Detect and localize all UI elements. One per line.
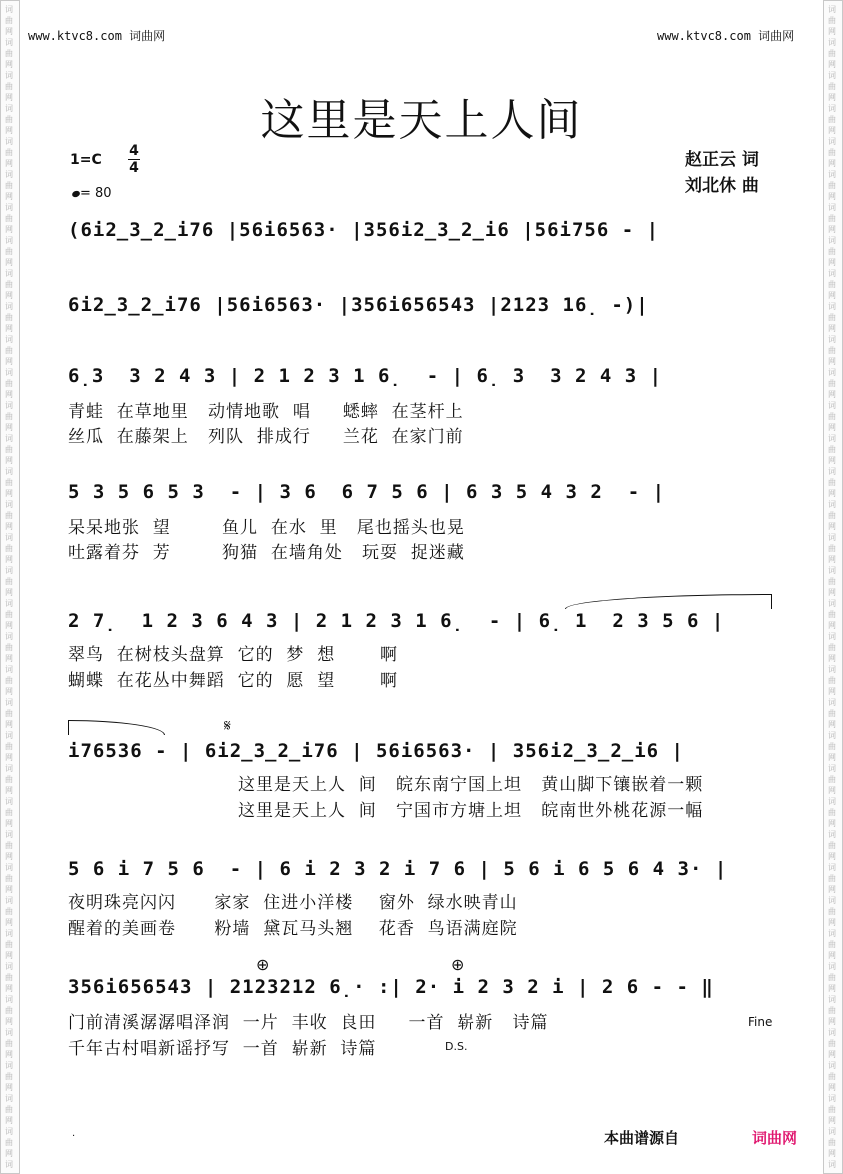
watermark-char: 词 bbox=[828, 995, 836, 1004]
watermark-char: 词 bbox=[5, 401, 13, 410]
composer-credit: 刘北休 曲 bbox=[685, 176, 759, 196]
watermark-char: 曲 bbox=[828, 808, 836, 817]
watermark-char: 网 bbox=[828, 522, 836, 531]
site-name: 词曲网 bbox=[129, 29, 166, 43]
footer-dot: . bbox=[72, 1128, 76, 1139]
lyrics-line-1-verse-1: 青蛙 在草地里 动情地歌 唱 蟋蟀 在茎杆上 bbox=[68, 402, 464, 422]
coda-icon: ⊕ bbox=[256, 955, 270, 974]
lyrics-line-4-verse-2: 这里是天上人 间 宁国市方塘上坦 皖南世外桃花源一幅 bbox=[238, 801, 704, 821]
watermark-char: 网 bbox=[5, 687, 13, 696]
ds-marking: D.S. bbox=[445, 1040, 468, 1053]
watermark-char: 词 bbox=[828, 434, 836, 443]
intro-line-2: 6i2̲3̲2̲i76 |56i6563· |356i656543 |2123 16̣ -)| bbox=[68, 294, 649, 316]
watermark-char: 词 bbox=[5, 1061, 13, 1070]
watermark-char: 网 bbox=[5, 588, 13, 597]
watermark-char: 曲 bbox=[5, 478, 13, 487]
watermark-char: 网 bbox=[828, 1050, 836, 1059]
watermark-char: 词 bbox=[5, 368, 13, 377]
watermark-char: 曲 bbox=[5, 907, 13, 916]
phrase-slur-continuation bbox=[68, 720, 165, 735]
watermark-char: 曲 bbox=[828, 610, 836, 619]
watermark-char: 曲 bbox=[5, 247, 13, 256]
fine-marking: Fine bbox=[748, 1015, 773, 1029]
watermark-char: 曲 bbox=[5, 577, 13, 586]
watermark-char: 曲 bbox=[5, 643, 13, 652]
watermark-char: 网 bbox=[828, 126, 836, 135]
watermark-char: 曲 bbox=[828, 412, 836, 421]
watermark-char: 曲 bbox=[5, 379, 13, 388]
watermark-char: 词 bbox=[828, 1094, 836, 1103]
watermark-char: 网 bbox=[5, 984, 13, 993]
url-text: www.ktvc8.com bbox=[657, 29, 751, 43]
watermark-char: 网 bbox=[828, 27, 836, 36]
watermark-char: 曲 bbox=[5, 511, 13, 520]
watermark-char: 曲 bbox=[828, 1105, 836, 1114]
watermark-char: 曲 bbox=[5, 1138, 13, 1147]
key-signature: 1=C bbox=[70, 152, 102, 168]
watermark-char: 网 bbox=[5, 390, 13, 399]
watermark-char: 曲 bbox=[828, 940, 836, 949]
watermark-char: 网 bbox=[828, 60, 836, 69]
watermark-char: 网 bbox=[828, 885, 836, 894]
watermark-char: 曲 bbox=[828, 709, 836, 718]
watermark-char: 曲 bbox=[828, 49, 836, 58]
watermark-char: 词 bbox=[5, 896, 13, 905]
watermark-char: 网 bbox=[5, 555, 13, 564]
watermark-char: 曲 bbox=[5, 313, 13, 322]
watermark-char: 曲 bbox=[828, 82, 836, 91]
watermark-char: 词 bbox=[828, 269, 836, 278]
lyricist-credit: 赵正云 词 bbox=[685, 150, 759, 170]
watermark-char: 词 bbox=[828, 830, 836, 839]
watermark-char: 词 bbox=[5, 830, 13, 839]
watermark-char: 词 bbox=[5, 467, 13, 476]
watermark-char: 曲 bbox=[5, 544, 13, 553]
watermark-char: 网 bbox=[828, 159, 836, 168]
watermark-char: 网 bbox=[5, 423, 13, 432]
watermark-char: 曲 bbox=[828, 907, 836, 916]
watermark-char: 词 bbox=[828, 533, 836, 542]
watermark-char: 曲 bbox=[5, 214, 13, 223]
watermark-char: 网 bbox=[5, 951, 13, 960]
watermark-char: 网 bbox=[828, 786, 836, 795]
lyrics-line-6-verse-1: 门前清溪潺潺唱泽润 一片 丰收 良田 一首 崭新 诗篇 bbox=[68, 1013, 549, 1033]
header-url-left[interactable] bbox=[28, 27, 165, 44]
watermark-char: 网 bbox=[5, 885, 13, 894]
watermark-char: 曲 bbox=[828, 346, 836, 355]
watermark-char: 曲 bbox=[5, 148, 13, 157]
watermark-char: 网 bbox=[828, 1017, 836, 1026]
lyrics-line-4-verse-1: 这里是天上人 间 皖东南宁国上坦 黄山脚下镶嵌着一颗 bbox=[238, 775, 704, 795]
phrase-slur bbox=[565, 594, 772, 609]
watermark-char: 词 bbox=[828, 665, 836, 674]
watermark-char: 词 bbox=[828, 71, 836, 80]
watermark-char: 词 bbox=[828, 797, 836, 806]
watermark-char: 网 bbox=[5, 93, 13, 102]
watermark-char: 网 bbox=[828, 654, 836, 663]
lyrics-line-1-verse-2: 丝瓜 在藤架上 列队 排成行 兰花 在家门前 bbox=[68, 427, 464, 447]
watermark-char: 网 bbox=[5, 819, 13, 828]
watermark-char: 词 bbox=[5, 764, 13, 773]
watermark-char: 网 bbox=[828, 753, 836, 762]
watermark-char: 网 bbox=[828, 357, 836, 366]
watermark-char: 词 bbox=[828, 5, 836, 14]
watermark-char: 曲 bbox=[5, 346, 13, 355]
watermark-char: 曲 bbox=[5, 940, 13, 949]
watermark-char: 曲 bbox=[5, 709, 13, 718]
watermark-char: 曲 bbox=[5, 445, 13, 454]
watermark-char: 词 bbox=[828, 632, 836, 641]
watermark-char: 词 bbox=[828, 137, 836, 146]
watermark-char: 曲 bbox=[828, 511, 836, 520]
watermark-char: 网 bbox=[5, 1149, 13, 1158]
watermark-char: 曲 bbox=[5, 775, 13, 784]
header-url-right[interactable] bbox=[657, 27, 794, 44]
watermark-char: 词 bbox=[5, 797, 13, 806]
watermark-char: 网 bbox=[5, 27, 13, 36]
watermark-char: 网 bbox=[5, 159, 13, 168]
left-watermark-strip bbox=[0, 0, 20, 1174]
tempo-value: = 80 bbox=[80, 186, 112, 201]
watermark-char: 词 bbox=[5, 632, 13, 641]
watermark-char: 词 bbox=[5, 302, 13, 311]
lyrics-line-3-verse-2: 蝴蝶 在花丛中舞蹈 它的 愿 望 啊 bbox=[68, 671, 399, 691]
watermark-char: 词 bbox=[828, 1160, 836, 1169]
watermark-char: 网 bbox=[828, 720, 836, 729]
watermark-char: 网 bbox=[5, 786, 13, 795]
watermark-char: 曲 bbox=[5, 49, 13, 58]
lyrics-line-5-verse-1: 夜明珠亮闪闪 家家 住进小洋楼 窗外 绿水映青山 bbox=[68, 893, 518, 913]
notes-line-1: 6̣3 3 2 4 3 | 2 1 2 3 1 6̣ - | 6̣ 3 3 2 4 3 | bbox=[68, 365, 663, 387]
watermark-char: 词 bbox=[5, 599, 13, 608]
watermark-char: 曲 bbox=[5, 874, 13, 883]
watermark-char: 曲 bbox=[5, 1006, 13, 1015]
watermark-char: 曲 bbox=[5, 115, 13, 124]
watermark-char: 曲 bbox=[5, 82, 13, 91]
watermark-char: 网 bbox=[5, 621, 13, 630]
watermark-char: 词 bbox=[828, 401, 836, 410]
coda-icon-2: ⊕ bbox=[451, 955, 465, 974]
time-top: 4 bbox=[129, 143, 139, 159]
watermark-char: 曲 bbox=[828, 148, 836, 157]
watermark-char: 曲 bbox=[828, 379, 836, 388]
watermark-char: 网 bbox=[828, 93, 836, 102]
watermark-char: 网 bbox=[828, 555, 836, 564]
watermark-char: 曲 bbox=[828, 973, 836, 982]
watermark-char: 网 bbox=[828, 951, 836, 960]
watermark-char: 词 bbox=[5, 203, 13, 212]
watermark-char: 曲 bbox=[5, 181, 13, 190]
watermark-char: 网 bbox=[828, 489, 836, 498]
watermark-char: 词 bbox=[5, 1127, 13, 1136]
url-text: www.ktvc8.com bbox=[28, 29, 122, 43]
watermark-char: 网 bbox=[828, 225, 836, 234]
watermark-char: 词 bbox=[828, 467, 836, 476]
watermark-char: 词 bbox=[828, 929, 836, 938]
time-signature bbox=[128, 143, 140, 176]
watermark-char: 网 bbox=[828, 984, 836, 993]
watermark-char: 网 bbox=[828, 819, 836, 828]
watermark-char: 词 bbox=[828, 170, 836, 179]
watermark-char: 词 bbox=[828, 764, 836, 773]
watermark-char: 网 bbox=[5, 1050, 13, 1059]
watermark-char: 网 bbox=[828, 852, 836, 861]
watermark-char: 词 bbox=[5, 863, 13, 872]
watermark-char: 词 bbox=[828, 1028, 836, 1037]
watermark-char: 词 bbox=[828, 1061, 836, 1070]
watermark-char: 曲 bbox=[828, 181, 836, 190]
watermark-char: 网 bbox=[5, 654, 13, 663]
watermark-char: 词 bbox=[5, 38, 13, 47]
notes-line-5: 5 6 i 7 5 6 - | 6 i 2 3 2 i 7 6 | 5 6 i 6 5 6 4 3· | bbox=[68, 858, 728, 880]
watermark-char: 词 bbox=[828, 104, 836, 113]
watermark-char: 曲 bbox=[5, 1105, 13, 1114]
watermark-char: 曲 bbox=[5, 412, 13, 421]
watermark-char: 网 bbox=[5, 1083, 13, 1092]
watermark-char: 曲 bbox=[828, 874, 836, 883]
watermark-char: 网 bbox=[5, 324, 13, 333]
watermark-char: 网 bbox=[5, 357, 13, 366]
watermark-char: 网 bbox=[5, 522, 13, 531]
right-watermark-strip bbox=[823, 0, 843, 1174]
watermark-char: 曲 bbox=[828, 478, 836, 487]
watermark-char: 词 bbox=[5, 137, 13, 146]
watermark-char: 曲 bbox=[5, 1072, 13, 1081]
watermark-char: 词 bbox=[828, 863, 836, 872]
watermark-char: 曲 bbox=[5, 808, 13, 817]
notes-line-4: i76536 - | 6i2̲3̲2̲i76 | 56i6563· | 356i2̲3̲2̲i6 | bbox=[68, 740, 684, 762]
watermark-char: 词 bbox=[828, 698, 836, 707]
song-title: 这里是天上人间 bbox=[260, 95, 583, 146]
watermark-char: 曲 bbox=[5, 16, 13, 25]
watermark-char: 网 bbox=[828, 324, 836, 333]
watermark-char: 曲 bbox=[828, 775, 836, 784]
watermark-char: 曲 bbox=[828, 445, 836, 454]
watermark-char: 网 bbox=[828, 1149, 836, 1158]
watermark-char: 词 bbox=[5, 500, 13, 509]
notes-line-6: 356i656543 | 2123212 6̣· :| 2· i 2 3 2 i | 2 6 - - ‖ bbox=[68, 976, 714, 998]
watermark-char: 词 bbox=[5, 929, 13, 938]
lyrics-line-6-verse-2: 千年古村唱新谣抒写 一首 崭新 诗篇 bbox=[68, 1039, 377, 1059]
watermark-char: 词 bbox=[828, 731, 836, 740]
watermark-char: 网 bbox=[828, 390, 836, 399]
watermark-char: 网 bbox=[5, 489, 13, 498]
segno-icon: 𝄋 bbox=[224, 716, 231, 735]
watermark-char: 网 bbox=[5, 1017, 13, 1026]
watermark-char: 曲 bbox=[5, 610, 13, 619]
lyrics-line-2-verse-2: 吐露着芬 芳 狗猫 在墙角处 玩耍 捉迷藏 bbox=[68, 543, 465, 563]
watermark-char: 词 bbox=[828, 368, 836, 377]
watermark-char: 曲 bbox=[828, 1072, 836, 1081]
watermark-char: 曲 bbox=[828, 115, 836, 124]
watermark-char: 网 bbox=[828, 192, 836, 201]
watermark-char: 词 bbox=[5, 1160, 13, 1169]
watermark-char: 词 bbox=[5, 962, 13, 971]
watermark-char: 曲 bbox=[828, 841, 836, 850]
watermark-char: 曲 bbox=[828, 214, 836, 223]
watermark-char: 词 bbox=[828, 566, 836, 575]
watermark-char: 网 bbox=[5, 291, 13, 300]
time-bottom: 4 bbox=[129, 160, 139, 176]
watermark-char: 网 bbox=[828, 1083, 836, 1092]
watermark-char: 网 bbox=[5, 720, 13, 729]
watermark-char: 词 bbox=[828, 302, 836, 311]
watermark-char: 词 bbox=[828, 962, 836, 971]
watermark-char: 曲 bbox=[5, 1039, 13, 1048]
watermark-char: 网 bbox=[828, 687, 836, 696]
watermark-char: 曲 bbox=[828, 676, 836, 685]
watermark-char: 词 bbox=[5, 533, 13, 542]
watermark-char: 网 bbox=[5, 192, 13, 201]
watermark-char: 网 bbox=[828, 258, 836, 267]
watermark-char: 曲 bbox=[828, 577, 836, 586]
watermark-char: 曲 bbox=[5, 973, 13, 982]
watermark-char: 网 bbox=[5, 456, 13, 465]
watermark-char: 网 bbox=[5, 126, 13, 135]
lyrics-line-2-verse-1: 呆呆地张 望 鱼儿 在水 里 尾也摇头也晃 bbox=[68, 518, 465, 538]
source-brand-link[interactable]: 词曲网 bbox=[752, 1129, 798, 1147]
watermark-char: 词 bbox=[5, 269, 13, 278]
watermark-char: 曲 bbox=[828, 247, 836, 256]
lyrics-line-5-verse-2: 醒着的美画卷 粉墙 黛瓦马头翘 花香 鸟语满庭院 bbox=[68, 919, 518, 939]
intro-line-1: (6i2̲3̲2̲i76 |56i6563· |356i2̲3̲2̲i6 |56i756 - | bbox=[68, 219, 660, 241]
watermark-char: 词 bbox=[828, 896, 836, 905]
lyrics-line-3-verse-1: 翠鸟 在树枝头盘算 它的 梦 想 啊 bbox=[68, 645, 399, 665]
watermark-char: 曲 bbox=[828, 313, 836, 322]
watermark-char: 词 bbox=[5, 5, 13, 14]
watermark-char: 网 bbox=[828, 1116, 836, 1125]
watermark-char: 曲 bbox=[5, 841, 13, 850]
watermark-char: 词 bbox=[5, 434, 13, 443]
watermark-char: 词 bbox=[5, 1094, 13, 1103]
watermark-char: 曲 bbox=[828, 280, 836, 289]
watermark-char: 词 bbox=[828, 599, 836, 608]
watermark-char: 词 bbox=[828, 38, 836, 47]
watermark-char: 网 bbox=[828, 291, 836, 300]
watermark-char: 曲 bbox=[828, 742, 836, 751]
watermark-char: 词 bbox=[5, 698, 13, 707]
watermark-char: 网 bbox=[5, 258, 13, 267]
watermark-char: 词 bbox=[5, 731, 13, 740]
watermark-char: 网 bbox=[5, 918, 13, 927]
watermark-char: 网 bbox=[828, 456, 836, 465]
watermark-char: 网 bbox=[828, 621, 836, 630]
watermark-char: 曲 bbox=[828, 1039, 836, 1048]
watermark-char: 词 bbox=[5, 995, 13, 1004]
watermark-char: 曲 bbox=[5, 676, 13, 685]
watermark-char: 网 bbox=[828, 918, 836, 927]
watermark-char: 网 bbox=[828, 423, 836, 432]
watermark-char: 词 bbox=[5, 566, 13, 575]
watermark-char: 曲 bbox=[828, 16, 836, 25]
watermark-char: 词 bbox=[5, 335, 13, 344]
watermark-char: 曲 bbox=[5, 280, 13, 289]
watermark-char: 词 bbox=[828, 236, 836, 245]
watermark-char: 曲 bbox=[828, 643, 836, 652]
watermark-char: 词 bbox=[5, 170, 13, 179]
watermark-char: 词 bbox=[5, 665, 13, 674]
watermark-char: 网 bbox=[828, 588, 836, 597]
watermark-char: 词 bbox=[828, 500, 836, 509]
watermark-char: 词 bbox=[828, 1127, 836, 1136]
notes-line-2: 5 3 5 6 5 3 - | 3 6 6 7 5 6 | 6 3 5 4 3 2 - | bbox=[68, 481, 666, 503]
watermark-char: 网 bbox=[5, 852, 13, 861]
source-label: 本曲谱源自 bbox=[604, 1129, 680, 1147]
notes-line-3: 2 7̣ 1 2 3 6 4 3 | 2 1 2 3 1 6̣ - | 6̣ 1 2 3 5 6 | bbox=[68, 610, 725, 632]
watermark-char: 词 bbox=[828, 203, 836, 212]
watermark-char: 曲 bbox=[828, 1138, 836, 1147]
watermark-char: 词 bbox=[5, 71, 13, 80]
watermark-char: 词 bbox=[5, 236, 13, 245]
watermark-char: 曲 bbox=[828, 544, 836, 553]
watermark-char: 词 bbox=[5, 1028, 13, 1037]
site-name: 词曲网 bbox=[758, 29, 795, 43]
watermark-char: 网 bbox=[5, 60, 13, 69]
watermark-char: 网 bbox=[5, 753, 13, 762]
watermark-char: 曲 bbox=[828, 1006, 836, 1015]
watermark-char: 词 bbox=[828, 335, 836, 344]
watermark-char: 网 bbox=[5, 1116, 13, 1125]
watermark-char: 词 bbox=[5, 104, 13, 113]
watermark-char: 网 bbox=[5, 225, 13, 234]
watermark-char: 曲 bbox=[5, 742, 13, 751]
tempo-marking bbox=[72, 186, 112, 201]
